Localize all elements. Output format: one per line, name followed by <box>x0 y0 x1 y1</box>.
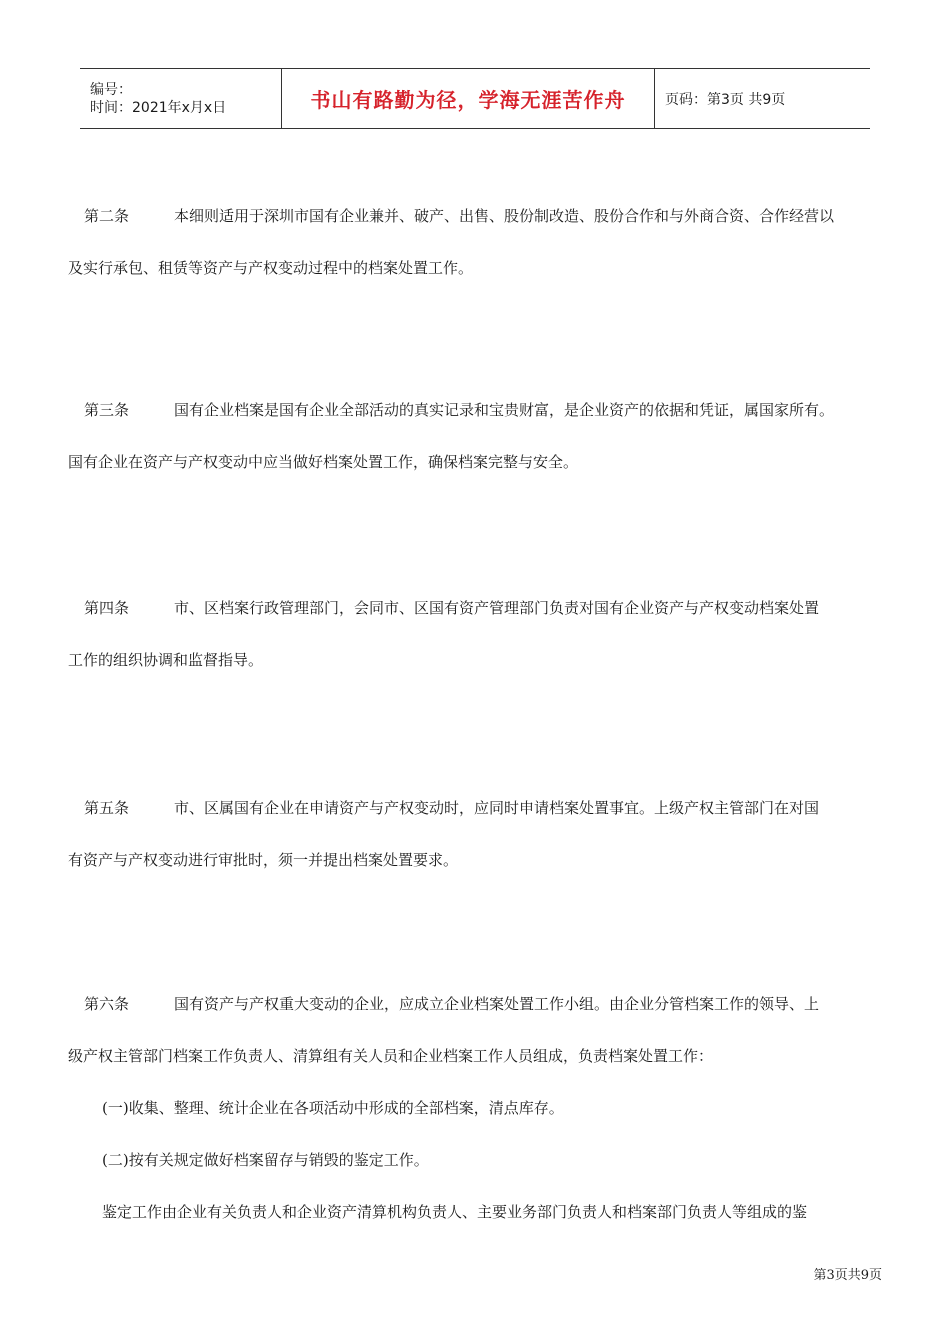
document-time-label: 时间：2021年x月x日 <box>90 99 227 116</box>
article-text: 市、区档案行政管理部门，会同市、区国有资产管理部门负责对国有企业资产与产权变动档案处置 <box>174 599 820 617</box>
list-item: 鉴定工作由企业有关负责人和企业资产清算机构负责人、主要业务部门负责人和档案部门负责人等组成的鉴 <box>102 1203 808 1221</box>
article-line: 及实行承包、租赁等资产与产权变动过程中的档案处置工作。 <box>68 259 474 277</box>
article-line: 工作的组织协调和监督指导。 <box>68 651 264 669</box>
header-motto <box>282 69 655 128</box>
document-number-label: 编号： <box>90 81 132 98</box>
article-3 <box>68 384 890 488</box>
motto-text: 书山有路勤为径，学海无涯苦作舟 <box>310 88 626 112</box>
article-number: 第六条 <box>84 995 130 1013</box>
list-item: (二)按有关规定做好档案留存与销毁的鉴定工作。 <box>102 1151 429 1169</box>
article-number: 第四条 <box>84 599 130 617</box>
list-item: (一)收集、整理、统计企业在各项活动中形成的全部档案，清点库存。 <box>102 1099 564 1117</box>
header-page-number: 页码：第3页 共9页 <box>665 91 786 108</box>
article-line <box>68 384 890 436</box>
article-line <box>68 190 890 242</box>
article-line: 国有企业在资产与产权变动中应当做好档案处置工作，确保档案完整与安全。 <box>68 453 579 471</box>
article-2 <box>68 190 890 294</box>
article-4 <box>68 582 890 686</box>
article-line <box>68 978 890 1030</box>
footer-page-number: 第3页共9页 <box>813 1268 882 1283</box>
article-number: 第五条 <box>84 799 130 817</box>
article-5 <box>68 782 890 886</box>
article-text: 本细则适用于深圳市国有企业兼并、破产、出售、股份制改造、股份合作和与外商合资、合作经营以 <box>174 207 835 225</box>
page-header <box>80 68 870 129</box>
page-footer <box>813 1264 882 1283</box>
header-meta <box>80 69 282 128</box>
article-text: 国有企业档案是国有企业全部活动的真实记录和宝贵财富，是企业资产的依据和凭证，属国家所有。 <box>174 401 835 419</box>
article-number: 第二条 <box>84 207 130 225</box>
document-body <box>68 190 890 1238</box>
article-text: 市、区属国有企业在申请资产与产权变动时，应同时申请档案处置事宜。上级产权主管部门在对国 <box>174 799 820 817</box>
article-line <box>68 782 890 834</box>
header-page-info <box>655 69 870 128</box>
article-line: 有资产与产权变动进行审批时，须一并提出档案处置要求。 <box>68 851 459 869</box>
article-line <box>68 582 890 634</box>
article-number: 第三条 <box>84 401 130 419</box>
article-line: 级产权主管部门档案工作负责人、清算组有关人员和企业档案工作人员组成，负责档案处置工作： <box>68 1047 714 1065</box>
article-text: 国有资产与产权重大变动的企业，应成立企业档案处置工作小组。由企业分管档案工作的领导、上 <box>174 995 820 1013</box>
article-6 <box>68 978 890 1238</box>
